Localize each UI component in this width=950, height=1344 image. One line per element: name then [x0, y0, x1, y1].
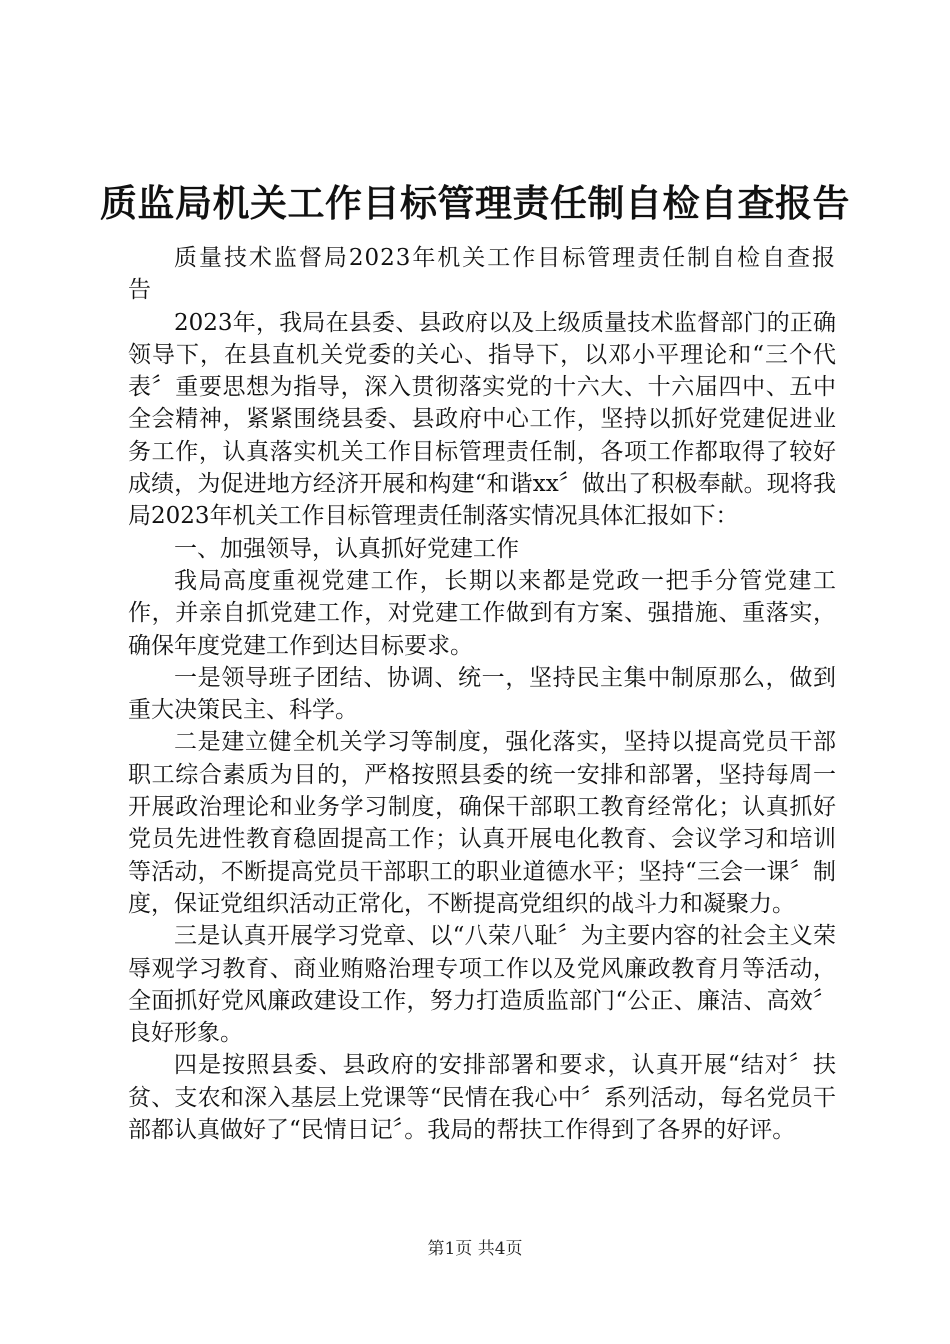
- section-heading: 一、加强领导，认真抓好党建工作: [174, 535, 519, 562]
- page-title: 质监局机关工作目标管理责任制自检自查报告: [100, 181, 850, 225]
- page-number-footer: 第1页 共4页: [427, 1239, 523, 1259]
- body-paragraph: 2023年，我局在县委、县政府以及上级质量技术监督部门的正确领导下，在县直机关党委的关心、指导下，以邓小平理论和“三个代表〞重要思想为指导，深入贯彻落实党的十六大、十六届四中、五中全会精神，紧紧围绕县委、县政府中心工作，坚持以抓好党建促进业务工作，认真落实机关工作目标管理责任制，各项工作都取得了较好成绩，为促进地方经济开展和构建“和谐xx〞做出了积极奉献。现将我局2023年机关工作目标管理责任制落实情况具体汇报如下：: [128, 309, 836, 530]
- body-paragraph: 一是领导班子团结、协调、统一，坚持民主集中制原那么，做到重大决策民主、科学。: [128, 664, 836, 724]
- document-body: [128, 242, 836, 1146]
- body-paragraph: 四是按照县委、县政府的安排部署和要求，认真开展“结对〞扶贫、支农和深入基层上党课等“民情在我心中〞系列活动，每名党员干部都认真做好了“民情日记〞。我局的帮扶工作得到了各界的好评。: [128, 1052, 836, 1144]
- report-subtitle: 质量技术监督局2023年机关工作目标管理责任制自检自查报告: [128, 245, 836, 304]
- body-paragraph: 二是建立健全机关学习等制度，强化落实，坚持以提高党员干部职工综合素质为目的，严格按照县委的统一安排和部署，坚持每周一开展政治理论和业务学习制度，确保干部职工教育经常化；认真抓好党员先进性教育稳固提高工作；认真开展电化教育、会议学习和培训等活动，不断提高党员干部职工的职业道德水平；坚持“三会一课〞制度，保证党组织活动正常化，不断提高党组织的战斗力和凝聚力。: [128, 729, 836, 917]
- body-paragraph: 三是认真开展学习党章、以“八荣八耻〞为主要内容的社会主义荣辱观学习教育、商业贿赂治理专项工作以及党风廉政教育月等活动，全面抓好党风廉政建设工作，努力打造质监部门“公正、廉洁、高效〞良好形象。: [128, 923, 836, 1047]
- body-paragraph: 我局高度重视党建工作，长期以来都是党政一把手分管党建工作，并亲自抓党建工作，对党建工作做到有方案、强措施、重落实，确保年度党建工作到达目标要求。: [128, 567, 836, 659]
